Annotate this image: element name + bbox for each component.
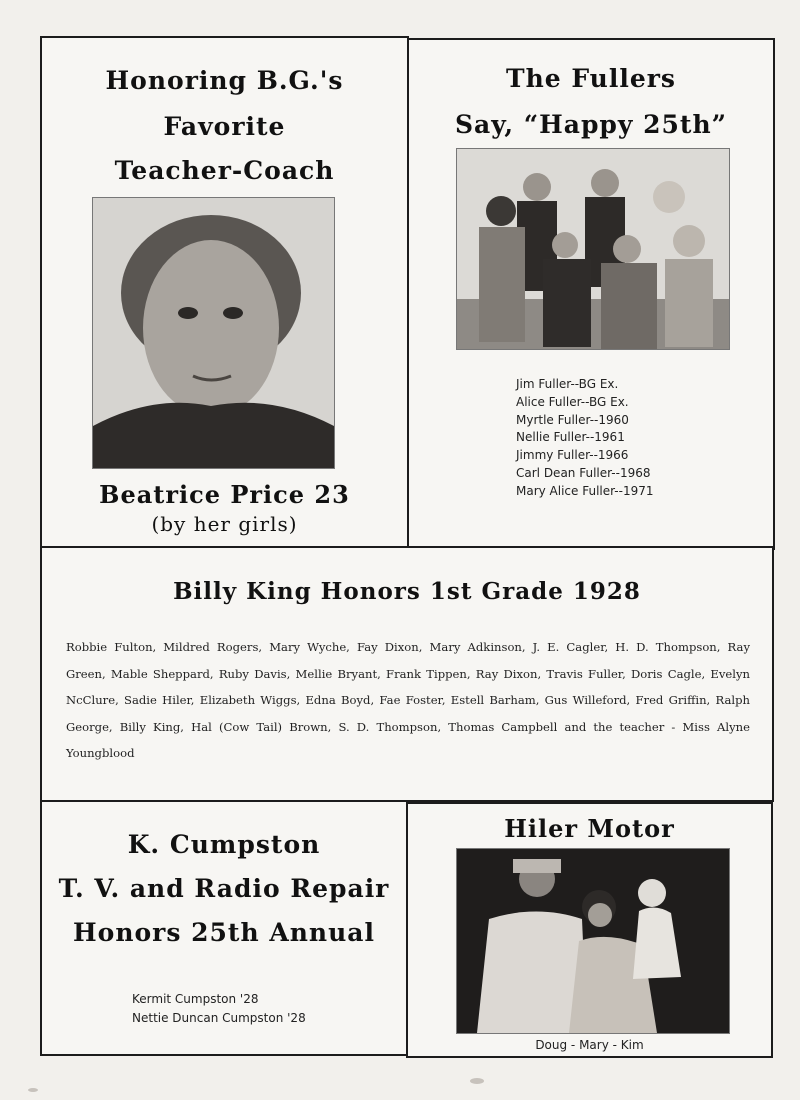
cumpston-title-line-1: K. Cumpston: [127, 830, 321, 859]
ad-cumpston: [40, 800, 408, 1056]
ad-fullers: [407, 38, 775, 550]
ad-teacher-title-line-3: Teacher-Coach: [114, 156, 335, 185]
fullers-title-line-1: The Fullers: [505, 64, 677, 93]
ad-teacher-title-line-1: Honoring B.G.'s: [105, 66, 344, 95]
cumpston-signers: [132, 990, 306, 1028]
fuller-member: Nellie Fuller--1961: [516, 430, 625, 445]
fuller-member: Jimmy Fuller--1966: [516, 448, 629, 463]
cumpston-signer: Nettie Duncan Cumpston '28: [132, 1011, 306, 1025]
paper-smudge: [470, 1078, 484, 1084]
fuller-family-photo: [456, 148, 730, 350]
teacher-name: Beatrice Price 23: [99, 480, 350, 509]
fuller-member: Alice Fuller--BG Ex.: [516, 394, 629, 409]
paper-smudge: [28, 1088, 38, 1092]
cumpston-signer: Kermit Cumpston '28: [132, 992, 259, 1006]
fuller-member: Myrtle Fuller--1960: [516, 412, 629, 427]
fuller-member: Jim Fuller--BG Ex.: [516, 377, 619, 391]
ad-teacher-title-line-2: Favorite: [163, 112, 286, 141]
teacher-dedication: (by her girls): [151, 512, 298, 536]
billy-king-title: Billy King Honors 1st Grade 1928: [173, 578, 641, 605]
ad-hiler-motor: [406, 802, 773, 1058]
teacher-portrait-photo: [92, 197, 335, 469]
cumpston-title-line-3: Honors 25th Annual: [73, 918, 375, 947]
fullers-title-line-2: Say, “Happy 25th”: [454, 110, 728, 139]
fuller-member: Carl Dean Fuller--1968: [516, 465, 651, 480]
hiler-family-photo: [456, 848, 730, 1034]
ad-billy-king: [40, 546, 774, 802]
ad-teacher-coach: [40, 36, 409, 548]
cumpston-title-line-2: T. V. and Radio Repair: [58, 874, 390, 903]
fullers-member-list: [516, 376, 654, 501]
billy-king-classmates: Robbie Fulton, Mildred Rogers, Mary Wyche, Fay Dixon, Mary Adkinson, J. E. Cagler, H. D. Thompson, Ray Green, Mable Sheppard, Ruby Davis, Mellie Bryant, Frank Tippen, Ray Dixon, Travis Fuller, Doris Cagle, Evelyn NcClure, Sadie Hiler, Elizabeth Wiggs, Edna Boyd, Fae Foster, Estell Barham, Gus Willeford, Fred Griffin, Ralph George, Billy King, Hal (Cow Tail) Brown, S. D. Thompson, Thomas Campbell and the teacher - Miss Alyne Youngblood: [66, 640, 750, 760]
hiler-photo-caption: Doug - Mary - Kim: [535, 1038, 644, 1052]
hiler-motor-title: Hiler Motor: [504, 814, 675, 843]
fuller-member: Mary Alice Fuller--1971: [516, 483, 654, 498]
